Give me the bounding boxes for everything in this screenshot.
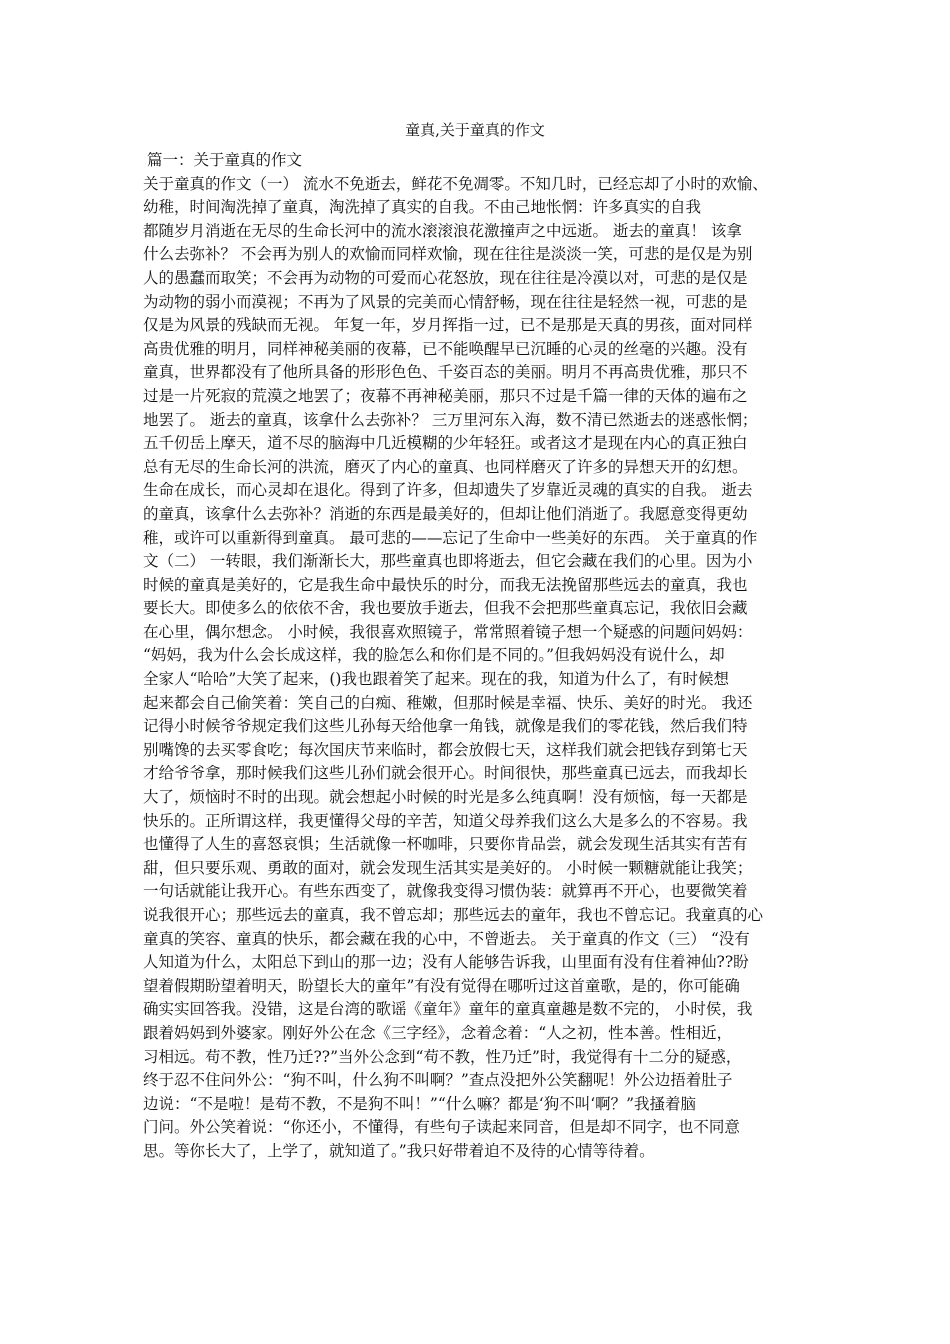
document-body [143,149,816,1164]
text-line: 过是一片死寂的荒漠之地罢了；夜幕不再神秘美丽，那只不过是千篇一律的天体的遍布之 [143,386,748,405]
text-line: 快乐的。正所谓这样，我更懂得父母的辛苦，知道父母养我们这么大是多么的不容易。我 [143,811,748,830]
text-line: 甜，但只要乐观、勇敢的面对，就会发现生活其实是美好的。 小时候一颗糖就能让我笑； [143,858,753,877]
text-line: 地罢了。 逝去的童真，该拿什么去弥补？ 三万里河东入海，数不清已然逝去的迷惑怅惘； [143,410,758,429]
text-line: 起来都会自己偷笑着：笑自己的白痴、稚嫩，但那时候是幸福、快乐、美好的时光。 我还 [143,693,753,712]
text-line: 仅是为风景的残缺而无视。 年复一年，岁月挥指一过，已不是那是天真的男孩，面对同样 [143,316,753,335]
text-line: 人的愚蠢而取笑；不会再为动物的可爱而心花怒放，现在往往是冷漠以对，可悲的是仅是 [143,268,748,287]
text-line: 也懂得了人生的喜怒哀惧；生活就像一杯咖啡，只要你肯品尝，就会发现生活其实有苦有 [143,835,748,854]
text-line: 人知道为什么，太阳总下到山的那一边；没有人能够告诉我，山里面有没有住着神仙??盼 [143,953,749,972]
text-line: 都随岁月消逝在无尽的生命长河中的流水滚滚浪花激撞声之中远逝。 逝去的童真！ 该拿 [143,221,742,240]
text-line: 全家人“哈哈”大笑了起来，()我也跟着笑了起来。现在的我，知道为什么了，有时候想 [143,670,729,689]
text-line: 才给爷爷拿，那时候我们这些儿孙们就会很开心。时间很快，那些童真已远去，而我却长 [143,764,748,783]
text-line: 为动物的弱小而漠视；不再为了风景的完美而心情舒畅，现在往往是轻然一视，可悲的是 [143,292,748,311]
document-title: 童真,关于童真的作文 [405,121,545,139]
text-line: 什么去弥补？ 不会再为别人的欢愉而同样欢愉，现在往往是淡淡一笑，可悲的是仅是为别 [143,245,753,264]
text-line: “妈妈，我为什么会长成这样，我的脸怎么和你们是不同的。”但我妈妈没有说什么，却 [143,646,725,665]
text-line: 望着假期盼望着明天，盼望长大的童年”有没有觉得在哪听过这首童歌，是的，你可能确 [143,976,740,995]
text-line: 时候的童真是美好的，它是我生命中最快乐的时分，而我无法挽留那些远去的童真，我也 [143,575,748,594]
text-line: 习相远。苟不教，性乃迁??”当外公念到“苟不教，性乃迁”时，我觉得有十二分的疑惑， [143,1047,742,1066]
text-line: 生命在成长，而心灵却在退化。得到了许多，但却遗失了岁靠近灵魂的真实的自我。 逝去 [143,481,753,500]
text-line: 终于忍不住问外公：“狗不叫，什么狗不叫啊？”查点没把外公笑翻呢！外公边捂着肚子 [143,1071,733,1090]
section-heading: 篇一：关于童真的作文 [147,151,303,169]
text-line: 确实实回答我。没错，这是台湾的歌谣《童年》童年的童真童趣是数不完的， 小时侯，我 [143,1000,753,1019]
text-line: 大了，烦恼时不时的出现。就会想起小时候的时光是多么纯真啊！没有烦恼，每一天都是 [143,788,748,807]
text-line: 童真，世界都没有了他所具备的形形色色、千姿百态的美丽。明月不再高贵优雅，那只不 [143,363,748,382]
text-line: 的童真，该拿什么去弥补？消逝的东西是最美好的，但却让他们消逝了。我愿意变得更幼 [143,504,748,523]
text-line: 在心里，偶尔想念。 小时候，我很喜欢照镜子，常常照着镜子想一个疑惑的问题问妈妈： [143,622,753,641]
text-line: 关于童真的作文（一） 流水不免逝去，鲜花不免凋零。不知几时，已经忘却了小时的欢愉、 [143,174,768,193]
text-line: 童真的笑容、童真的快乐，都会藏在我的心中，不曾逝去。 关于童真的作文（三） “没有 [143,929,750,948]
text-line: 幼稚，时间淘洗掉了童真，淘洗掉了真实的自我。不由己地怅惘：许多真实的自我 [143,198,702,217]
text-line: 边说：“不是啦！是苟不教，不是狗不叫！”“什么嘛？都是‘狗不叫‘啊？”我搔着脑 [143,1094,697,1113]
text-line: 一句话就能让我开心。有些东西变了，就像我变得习惯伪装：就算再不开心，也要微笑着 [143,882,748,901]
text-line: 总有无尽的生命长河的洪流，磨灭了内心的童真、也同样磨灭了许多的异想天开的幻想。 [143,457,748,476]
text-line: 记得小时候爷爷规定我们这些儿孙每天给他拿一角钱，就像是我们的零花钱，然后我们特 [143,717,748,736]
text-line: 跟着妈妈到外婆家。刚好外公在念《三字经》，念着念着：“人之初，性本善。性相近， [143,1023,733,1042]
text-line: 要长大。即使多么的依依不舍，我也要放手逝去，但我不会把那些童真忘记，我依旧会藏 [143,599,748,618]
text-line: 文（二） 一转眼，我们渐渐长大，那些童真也即将逝去，但它会藏在我们的心里。因为小 [143,552,753,571]
text-line: 高贵优雅的明月，同样神秘美丽的夜幕，已不能唤醒早已沉睡的心灵的丝毫的兴趣。没有 [143,339,748,358]
text-line: 说我很开心；那些远去的童真，我不曾忘却；那些远去的童年，我也不曾忘记。我童真的心 [143,906,764,924]
text-line: 门问。外公笑着说：“你还小，不懂得，有些句子读起来同音，但是却不同字，也不同意 [143,1118,740,1137]
text-line: 别嘴馋的去买零食吃；每次国庆节来临时，都会放假七天，这样我们就会把钱存到第七天 [143,740,748,759]
text-line: 稚，或许可以重新得到童真。 最可悲的——忘记了生命中一些美好的东西。 关于童真的作 [143,528,758,547]
text-line: 思。等你长大了，上学了，就知道了。”我只好带着迫不及待的心情等待着。 [143,1141,655,1160]
text-line: 五千仞岳上摩天，道不尽的脑海中几近模糊的少年轻狂。或者这才是现在内心的真正独白 [143,434,748,453]
